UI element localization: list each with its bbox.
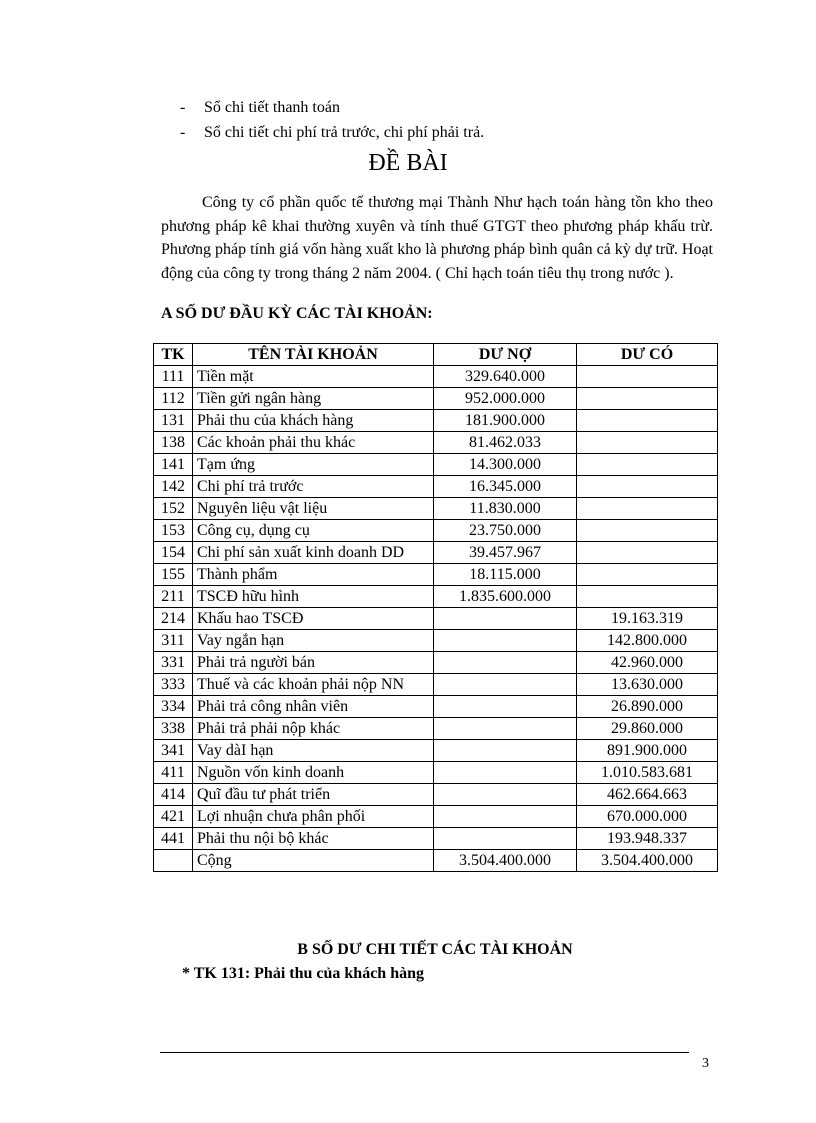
section-b-heading: B SỐ DƯ CHI TIẾT CÁC TÀI KHOẢN: [297, 941, 573, 958]
cell-credit: [577, 586, 718, 608]
header-account-name: TÊN TÀI KHOẢN: [193, 344, 434, 366]
cell-account-name: Vay dàI hạn: [193, 740, 434, 762]
cell-account-name: Phải thu của khách hàng: [193, 410, 434, 432]
cell-debit: [434, 630, 577, 652]
cell-debit: 14.300.000: [434, 454, 577, 476]
cell-debit: [434, 674, 577, 696]
bullet-dash: -: [180, 124, 186, 141]
cell-credit: [577, 498, 718, 520]
subsection-tk131-heading: * TK 131: Phải thu của khách hàng: [182, 965, 424, 982]
bullet-list: [180, 95, 484, 145]
cell-debit: [434, 652, 577, 674]
cell-debit: [434, 762, 577, 784]
cell-credit: 26.890.000: [577, 696, 718, 718]
cell-account-name: Nguyên liệu vật liệu: [193, 498, 434, 520]
bullet-dash: -: [180, 99, 186, 116]
cell-debit: 23.750.000: [434, 520, 577, 542]
cell-tk: 311: [154, 630, 193, 652]
cell-tk: 441: [154, 828, 193, 850]
cell-account-name: Thành phẩm: [193, 564, 434, 586]
cell-tk: 421: [154, 806, 193, 828]
cell-tk: 414: [154, 784, 193, 806]
cell-debit: [434, 806, 577, 828]
table-row: [154, 696, 718, 718]
cell-credit: [577, 454, 718, 476]
cell-debit: 952.000.000: [434, 388, 577, 410]
cell-tk: 111: [154, 366, 193, 388]
cell-account-name: Lợi nhuận chưa phân phối: [193, 806, 434, 828]
header-debit: DƯ NỢ: [434, 344, 577, 366]
bullet-text: Sổ chi tiết thanh toán: [204, 99, 340, 116]
footer-rule: [160, 1052, 689, 1053]
table-row: [154, 542, 718, 564]
table-row: [154, 762, 718, 784]
cell-debit: [434, 740, 577, 762]
cell-account-name: Chi phí sản xuất kinh doanh DD: [193, 542, 434, 564]
cell-credit: [577, 366, 718, 388]
cell-account-name: Phải trả phải nộp khác: [193, 718, 434, 740]
table-row: [154, 520, 718, 542]
cell-credit: 29.860.000: [577, 718, 718, 740]
cell-tk: [154, 850, 193, 872]
cell-tk: 211: [154, 586, 193, 608]
cell-credit: 13.630.000: [577, 674, 718, 696]
cell-credit: 142.800.000: [577, 630, 718, 652]
cell-account-name: Vay ngắn hạn: [193, 630, 434, 652]
cell-tk: 333: [154, 674, 193, 696]
table-row: [154, 586, 718, 608]
table-row: [154, 454, 718, 476]
cell-tk: 152: [154, 498, 193, 520]
cell-account-name: Nguồn vốn kinh doanh: [193, 762, 434, 784]
table-row: [154, 366, 718, 388]
table-row: [154, 630, 718, 652]
cell-credit: [577, 432, 718, 454]
table-row: [154, 498, 718, 520]
cell-account-name: Tạm ứng: [193, 454, 434, 476]
cell-credit: 891.900.000: [577, 740, 718, 762]
cell-tk: 331: [154, 652, 193, 674]
table-row: [154, 784, 718, 806]
cell-debit: 329.640.000: [434, 366, 577, 388]
cell-credit: 462.664.663: [577, 784, 718, 806]
cell-account-name: Tiền gửi ngân hàng: [193, 388, 434, 410]
cell-credit: 670.000.000: [577, 806, 718, 828]
cell-account-name: TSCĐ hữu hình: [193, 586, 434, 608]
cell-account-name: Khấu hao TSCĐ: [193, 608, 434, 630]
table-row: [154, 388, 718, 410]
cell-debit: 3.504.400.000: [434, 850, 577, 872]
cell-account-name: Công cụ, dụng cụ: [193, 520, 434, 542]
cell-credit: 193.948.337: [577, 828, 718, 850]
cell-debit: 18.115.000: [434, 564, 577, 586]
cell-credit: [577, 542, 718, 564]
cell-tk: 334: [154, 696, 193, 718]
cell-account-name: Quĩ đầu tư phát triển: [193, 784, 434, 806]
header-tk: TK: [154, 344, 193, 366]
table-row: [154, 564, 718, 586]
cell-account-name: Các khoản phải thu khác: [193, 432, 434, 454]
opening-balance-table: [153, 343, 718, 872]
cell-debit: 11.830.000: [434, 498, 577, 520]
table-row: [154, 674, 718, 696]
cell-credit: [577, 564, 718, 586]
table-row: [154, 850, 718, 872]
cell-credit: [577, 520, 718, 542]
cell-tk: 141: [154, 454, 193, 476]
cell-tk: 112: [154, 388, 193, 410]
cell-debit: 181.900.000: [434, 410, 577, 432]
cell-debit: [434, 718, 577, 740]
intro-paragraph: Công ty cổ phần quốc tế thương mại Thành Như hạch toán hàng tồn kho theo phương pháp kê khai thường xuyên và tính thuế GTGT theo phương pháp khấu trừ. Phương pháp tính giá vốn hàng xuất kho là phương pháp bình quân cả kỳ dự trữ. Hoạt động của công ty trong tháng 2 năm 2004. ( Chỉ hạch toán tiêu thụ trong nước ).: [161, 194, 713, 282]
table-row: [154, 608, 718, 630]
cell-credit: 42.960.000: [577, 652, 718, 674]
cell-debit: 16.345.000: [434, 476, 577, 498]
table-row: [154, 740, 718, 762]
cell-credit: [577, 410, 718, 432]
table-row: [154, 718, 718, 740]
cell-debit: [434, 608, 577, 630]
section-a-heading: A SỐ DƯ ĐẦU KỲ CÁC TÀI KHOẢN:: [161, 305, 433, 322]
table-header-row: [154, 344, 718, 366]
cell-debit: [434, 696, 577, 718]
cell-account-name: Phải thu nội bộ khác: [193, 828, 434, 850]
table-row: [154, 652, 718, 674]
cell-tk: 153: [154, 520, 193, 542]
page-title: ĐỀ BÀI: [368, 150, 448, 176]
cell-debit: 39.457.967: [434, 542, 577, 564]
cell-account-name: Tiền mặt: [193, 366, 434, 388]
table-row: [154, 806, 718, 828]
page-number: 3: [702, 1056, 709, 1071]
table-row: [154, 476, 718, 498]
table-row: [154, 828, 718, 850]
table-body: [154, 366, 718, 872]
cell-tk: 155: [154, 564, 193, 586]
header-credit: DƯ CÓ: [577, 344, 718, 366]
cell-tk: 131: [154, 410, 193, 432]
cell-credit: [577, 476, 718, 498]
cell-account-name: Thuế và các khoản phải nộp NN: [193, 674, 434, 696]
cell-debit: [434, 784, 577, 806]
cell-tk: 341: [154, 740, 193, 762]
cell-debit: [434, 828, 577, 850]
cell-credit: 3.504.400.000: [577, 850, 718, 872]
cell-account-name: Phải trả công nhân viên: [193, 696, 434, 718]
cell-debit: 81.462.033: [434, 432, 577, 454]
bullet-text: Sổ chi tiết chi phí trả trước, chi phí phải trả.: [204, 124, 485, 141]
cell-tk: 411: [154, 762, 193, 784]
cell-account-name: Chi phí trả trước: [193, 476, 434, 498]
table-row: [154, 432, 718, 454]
cell-tk: 338: [154, 718, 193, 740]
bullet-item: [180, 95, 484, 120]
cell-tk: 154: [154, 542, 193, 564]
cell-credit: [577, 388, 718, 410]
cell-tk: 138: [154, 432, 193, 454]
cell-tk: 142: [154, 476, 193, 498]
cell-account-name: Cộng: [193, 850, 434, 872]
cell-account-name: Phải trả người bán: [193, 652, 434, 674]
cell-tk: 214: [154, 608, 193, 630]
bullet-item: [180, 120, 484, 145]
cell-debit: 1.835.600.000: [434, 586, 577, 608]
intro-paragraph-block: [161, 191, 713, 285]
cell-credit: 19.163.319: [577, 608, 718, 630]
table-row: [154, 410, 718, 432]
cell-credit: 1.010.583.681: [577, 762, 718, 784]
